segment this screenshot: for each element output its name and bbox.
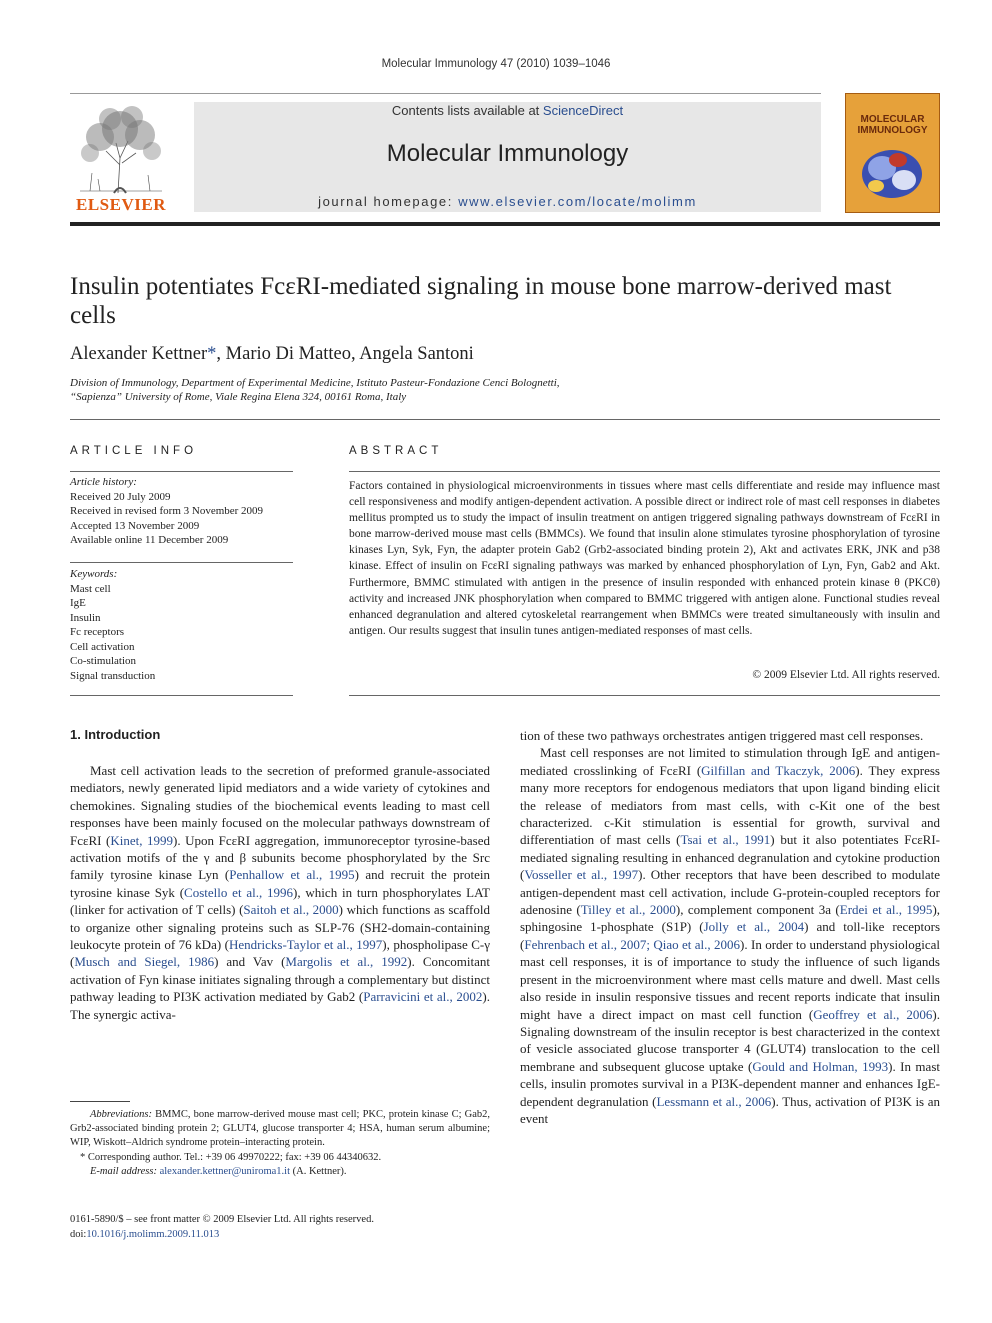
sciencedirect-link[interactable]: ScienceDirect [542, 103, 624, 118]
reference-link[interactable]: Vosseller et al., 1997 [524, 867, 639, 883]
keyword: Mast cell [70, 582, 111, 595]
body-text: ) and recruit the protein tyrosine kinase Syk ( [70, 867, 490, 900]
reference-link[interactable]: Hendricks-Taylor et al., 1997 [229, 937, 383, 953]
intro-paragraph-2 [520, 744, 940, 1127]
keywords-block [70, 567, 293, 683]
body-text: ) but it also potentiates FcεRI-mediated signaling resulting in enhanced degranulation and cytokine production ( [520, 832, 940, 883]
footnote-rule [70, 1101, 130, 1102]
article-title: Insulin potentiates FcεRI-mediated signaling in mouse bone marrow-derived mast cells [70, 273, 892, 329]
article-history [70, 475, 293, 548]
reference-link[interactable]: Saitoh et al., 2000 [243, 902, 339, 918]
email-link[interactable]: alexander.kettner@uniroma1.it [159, 1165, 290, 1177]
body-text: ). In order to understand physiological mast cell responses, it is of importance to study the influence of such ligands present in the microenvironment where mast cells mature and dwell. Mast cells also reside in insulin responsive tissues and recent reports indicate that insulin might have a direct impact on mast cell function ( [520, 936, 940, 1022]
email-label: E-mail address: [90, 1165, 157, 1177]
tree-icon [70, 103, 172, 195]
reference-link[interactable]: Gilfillan and Tkaczyk, 2006 [701, 762, 856, 778]
history-entry: Accepted 13 November 2009 [70, 519, 200, 532]
reference-link[interactable]: Penhallow et al., 1995 [229, 867, 355, 883]
doi-link[interactable]: 10.1016/j.molimm.2009.11.013 [86, 1229, 220, 1240]
author-others: , Mario Di Matteo, Angela Santoni [216, 344, 474, 364]
history-label: Article history: [70, 476, 137, 488]
abbreviations-footnote [70, 1108, 490, 1151]
doi-line [70, 1227, 374, 1242]
elsevier-wordmark: ELSEVIER [76, 195, 166, 214]
journal-homepage [194, 194, 821, 209]
reference-link[interactable]: Erdei et al., 1995 [839, 902, 933, 918]
abstract-rule [349, 471, 940, 472]
keyword: IgE [70, 597, 86, 609]
reference-link[interactable]: Lessmann et al., 2006 [656, 1093, 772, 1109]
body-text: ), complement component 3a ( [675, 902, 840, 918]
keywords-label: Keywords: [70, 568, 118, 580]
keywords-rule [70, 695, 293, 696]
corresponding-author-mark[interactable]: * [207, 344, 217, 364]
abstract-copyright: © 2009 Elsevier Ltd. All rights reserved. [752, 669, 940, 681]
header-bottom-rule [70, 222, 940, 226]
homepage-link[interactable]: www.elsevier.com/locate/molimm [458, 194, 697, 209]
body-text: ), phospholipase C-γ ( [70, 937, 490, 970]
body-text: ) and Vav ( [214, 954, 286, 970]
body-text: ). They express many more receptors for endogenous mediators that upon ligand binding elicit the release of mediators from mast cells, with c-Kit one of the best characterized. c-Kit stimulation is essential for growth, survival and differentiation of mast cells ( [520, 762, 940, 848]
keyword: Cell activation [70, 640, 135, 653]
keyword-list [70, 582, 293, 684]
email-footnote [70, 1165, 490, 1179]
body-text: ). Signaling downstream of the insulin receptor is best characterized in the context of vesicle associated glucose transporter 4 (GLUT4) translocation to the cell membrane and subsequent glucose uptake ( [520, 1006, 940, 1074]
reference-link[interactable]: Costello et al., 1996 [184, 884, 294, 900]
journal-title: Molecular Immunology [386, 140, 629, 167]
corresponding-text: Corresponding author. Tel.: +39 06 49970222; fax: +39 06 44340632. [85, 1151, 382, 1163]
body-text: ) and toll-like receptors ( [520, 919, 941, 952]
body-text: ). Upon FcεRI aggregation, immunoreceptor tyrosine-based activation motifs of the γ and β subunits become phosphorylated by the Src family tyrosine kinase Lyn ( [70, 832, 491, 883]
intro-left-column [70, 762, 490, 1023]
abbreviations-text: BMMC, bone marrow-derived mouse mast cell; PKC, protein kinase C; Gab2, Grb2-associated binding protein 2; GLUT4, glucose transporter 4; HSA, human serum albumine; WIP, Wiskott–Aldrich syndrome protein–interacting protein. [70, 1109, 490, 1149]
history-entry: Received in revised form 3 November 2009 [70, 505, 264, 517]
elsevier-logo [70, 103, 172, 215]
reference-link[interactable]: Gould and Holman, 1993 [752, 1058, 889, 1074]
article-info-rule [70, 471, 293, 472]
title-divider [70, 419, 940, 420]
affiliation-line-1: Division of Immunology, Department of Experimental Medicine, Istituto Pasteur-Fondazione Cenci Bolognetti, [70, 377, 560, 389]
contents-prefix: Contents lists available at [391, 103, 543, 118]
reference-link[interactable]: Musch and Siegel, 1986 [74, 954, 215, 970]
body-text: ), which in turn phosphorylates LAT (linker for activation of T cells) ( [70, 884, 490, 918]
body-text: ). Concomitant activation of Fyn kinase initiates signaling through a complementary but distinct pathway leading to PI3K activation mediated by Gab2 ( [70, 954, 490, 1005]
body-text: ). The synergic activa- [70, 989, 490, 1022]
homepage-prefix: journal homepage: [318, 194, 459, 209]
reference-link[interactable]: Margolis et al., 1992 [285, 954, 408, 970]
history-rule [70, 562, 293, 563]
corresponding-mark: * [80, 1151, 86, 1163]
reference-link[interactable]: Jolly et al., 2004 [703, 919, 805, 935]
issn-line: 0161-5890/$ – see front matter © 2009 Elsevier Ltd. All rights reserved. [70, 1214, 374, 1225]
body-text: ). Other receptors that have been described to modulate antigen-dependent mast cell activation, include G-protein-coupled receptors for adenosine ( [520, 867, 940, 918]
cover-title: MOLECULAR IMMUNOLOGY [857, 114, 928, 136]
affiliation-line-2: “Sapienza” University of Rome, Viale Regina Elena 324, 00161 Roma, Italy [70, 391, 407, 403]
intro-paragraph-1 [70, 762, 490, 1023]
reference-link[interactable]: Tsai et al., 1991 [680, 832, 771, 848]
body-text: ). Thus, activation of PI3K is an event [520, 1093, 940, 1126]
email-suffix: (A. Kettner). [289, 1165, 347, 1177]
body-text: ), sphingosine 1-phosphate (S1P) ( [520, 902, 941, 935]
doi-prefix: doi: [70, 1229, 87, 1240]
affiliation [70, 376, 870, 404]
author-kettner: Alexander Kettner [70, 344, 208, 364]
history-entry: Available online 11 December 2009 [70, 534, 229, 546]
intro-right-column [520, 727, 940, 1127]
body-text: ) which functions as scaffold to organize other signaling proteins such as SLP-76 (SH2-domain-containing leukocyte protein of 76 kDa) ( [70, 902, 490, 953]
keyword: Signal transduction [70, 669, 156, 682]
header-top-rule [70, 93, 821, 94]
body-text: ). In mast cells, insulin promotes survival in a PI3K-dependent manner and enhances IgE-dependent degranulation ( [520, 1058, 940, 1109]
history-entry: Received 20 July 2009 [70, 490, 171, 503]
abstract-text: Factors contained in physiological microenvironments in tissues where mast cells differentiate and reside may influence mast cell responsiveness and modify antigen-dependent activation. A possible direct or indirect role of mast cell responses in diabetes mellitus prompted us to study the impact of insulin treatment on antigen triggered signaling pathways downstream of FcεRI in bone marrow-derived mouse mast cells (BMMCs). We found that insulin alone stimulates tyrosine phosphorylation of tyrosine kinases Lyn, Syk, Fyn, the adapter protein Gab2 (Grb2-associated binding protein 2), Akt and activates ERK, JNK and p38 kinase. Effect of insulin on FcεRI signaling pathways was marked by enhanced phosphorylation of Lyn, Fyn, Gab2 and Akt. Furthermore, BMMC stimulated with antigen in the presence of insulin responded with enhanced protein kinase θ (PKCθ) activity and increased JNK phosphorylation when compared to BMMC triggered with antigen alone. Functional studies reveal enhanced degranulation and altered cytoskeletal rearrangement when BMMCs were treated simultaneously with insulin and antigen. Our results suggest that insulin tunes antigen-mediated responses of mast cells. [349, 480, 940, 637]
body-text: Mast cell activation leads to the secretion of preformed granule-associated mediators, newly generated lipid mediators and a wide variety of cytokines and chemokines. Signaling studies of the biochemical events leading to mast cell responses have been mainly focused on the molecular pathways downstream of FcεRI ( [70, 763, 490, 848]
abstract-bottom-rule [349, 695, 940, 696]
history-list [70, 490, 293, 548]
reference-link[interactable]: Geoffrey et al., 2006 [813, 1006, 933, 1022]
section-heading-introduction: 1. Introduction [70, 727, 161, 742]
abstract-heading: ABSTRACT [349, 445, 443, 457]
reference-link[interactable]: Fehrenbach et al., 2007; Qiao et al., 2006 [524, 936, 741, 952]
abbreviations-label: Abbreviations: [90, 1109, 153, 1120]
reference-link[interactable]: Kinet, 1999 [110, 832, 174, 848]
body-text: Mast cell responses are not limited to stimulation through IgE and antigen-mediated crosslinking of FcεRI ( [520, 745, 940, 778]
protein-structure-icon [854, 138, 932, 206]
reference-link[interactable]: Tilley et al., 2000 [580, 902, 676, 918]
contents-availability [194, 103, 821, 118]
keyword: Insulin [70, 611, 101, 624]
keyword: Fc receptors [70, 626, 125, 638]
journal-banner [194, 102, 821, 212]
journal-citation: Molecular Immunology 47 (2010) 1039–1046 [381, 58, 611, 70]
intro-paragraph-1-continued: tion of these two pathways orchestrates antigen triggered mast cell responses. [520, 728, 924, 743]
author-list [70, 344, 474, 365]
reference-link[interactable]: Parravicini et al., 2002 [363, 989, 483, 1005]
keyword: Co-stimulation [70, 655, 136, 667]
article-info-heading: ARTICLE INFO [70, 445, 198, 457]
journal-cover-thumbnail [845, 93, 940, 213]
corresponding-author-footnote [70, 1151, 490, 1165]
front-matter [70, 1212, 374, 1242]
footnotes [70, 1108, 490, 1179]
